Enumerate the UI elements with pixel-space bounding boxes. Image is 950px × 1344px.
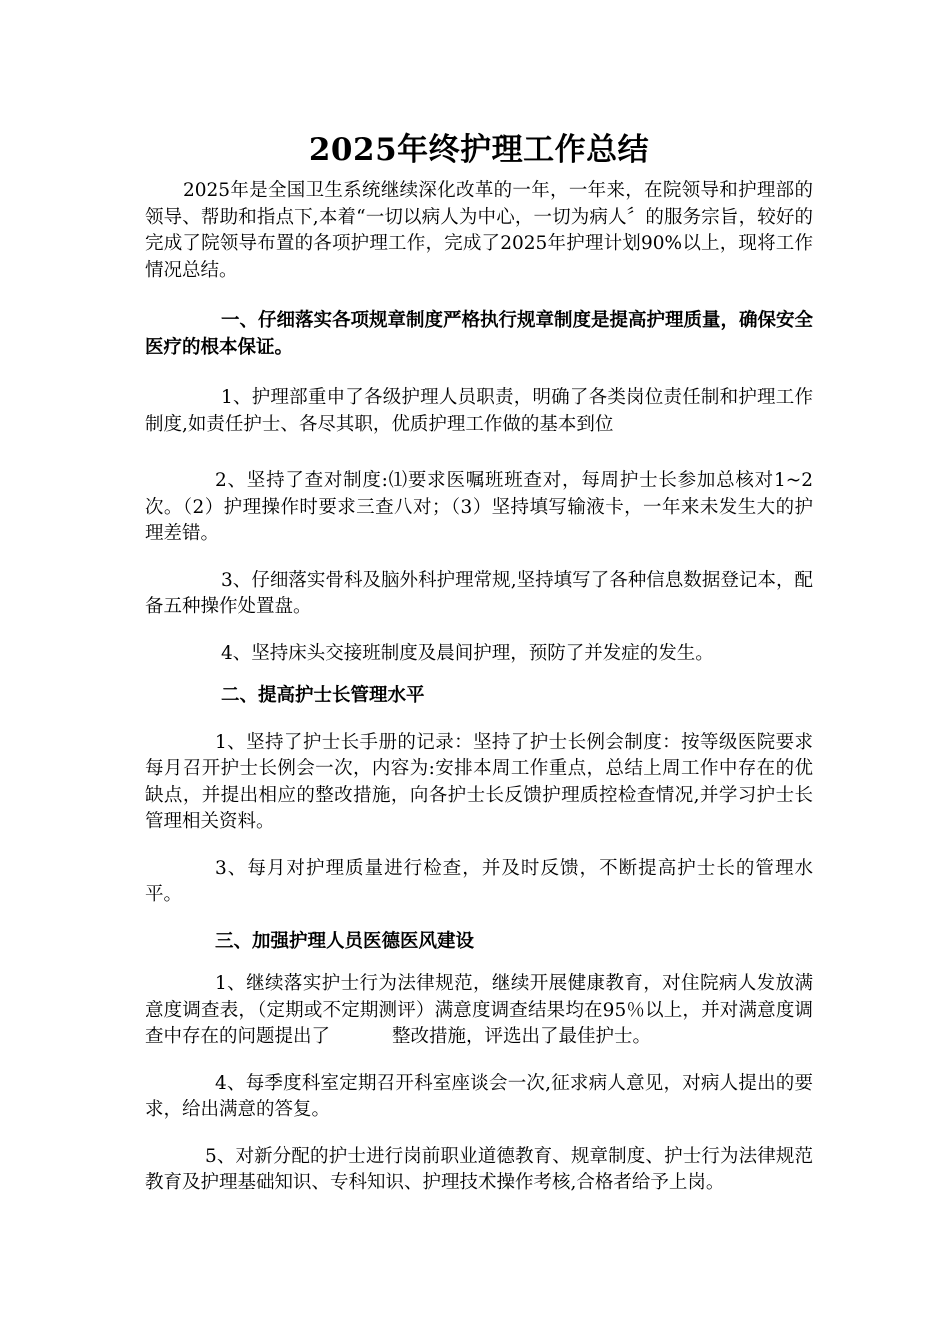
- section2-item-3: 3、每月对护理质量进行检查，并及时反馈，不断提高护士长的管理水平。: [145, 857, 813, 905]
- document-title: 2025年终护理工作总结: [308, 132, 650, 168]
- section3-item-4: 4、每季度科室定期召开科室座谈会一次,征求病人意见，对病人提出的要求，给出满意的答复。: [145, 1072, 813, 1120]
- section3-item-1-part1: 1、继续落实护士行为法律规范，继续开展健康教育，对住院病人发放满意度调查表，（定期或不定期测评）满意度调查结果均在95％以上，并对满意度调查中存在的问题提出了: [145, 973, 813, 1047]
- section1-item-3: 3、仔细落实骨科及脑外科护理常规,坚持填写了各种信息数据登记本，配备五种操作处置盘。: [145, 569, 813, 617]
- section1-item-4: 4、坚持床头交接班制度及晨间护理，预防了并发症的发生。: [221, 642, 714, 664]
- section2-heading: 二、提高护士长管理水平: [221, 685, 425, 706]
- section3-heading: 三、加强护理人员医德医风建设: [215, 930, 475, 952]
- section1-item-2: 2、坚持了查对制度:⑴要求医嘱班班查对，每周护士长参加总核对1~2次。（2）护理操作时要求三查八对；（3）坚持填写输液卡，一年来未发生大的护理差错。: [145, 470, 813, 544]
- intro-paragraph: 2025年是全国卫生系统继续深化改革的一年，一年来，在院领导和护理部的领导、帮助和指点下,本着“一切以病人为中心，一切为病人〞的服务宗旨，较好的完成了院领导布置的各项护理工作，完成了2025年护理计划90%以上，现将工作情况总结。: [145, 180, 813, 281]
- section3-item-5: 5、对新分配的护士进行岗前职业道德教育、规章制度、护士行为法律规范教育及护理基础知识、专科知识、护理技术操作考核,合格者给予上岗。: [145, 1145, 813, 1193]
- section3-item-1: [145, 971, 813, 1051]
- section1-heading: 一、仔细落实各项规章制度严格执行规章制度是提高护理质量，确保安全医疗的根本保证。: [145, 310, 814, 358]
- section2-item-1: 1、坚持了护士长手册的记录：坚持了护士长例会制度：按等级医院要求每月召开护士长例会一次，内容为:安排本周工作重点，总结上周工作中存在的优缺点，并提出相应的整改措施，向各护士长反馈护理质控检查情况,并学习护士长管理相关资料。: [145, 731, 813, 832]
- section3-item-1-part2: 整改措施，评选出了最佳护士。: [392, 1026, 652, 1047]
- document-page: [145, 128, 813, 1197]
- section1-item-1: 1、护理部重申了各级护理人员职责，明确了各类岗位责任制和护理工作制度,如责任护士、各尽其职，优质护理工作做的基本到位: [145, 387, 813, 435]
